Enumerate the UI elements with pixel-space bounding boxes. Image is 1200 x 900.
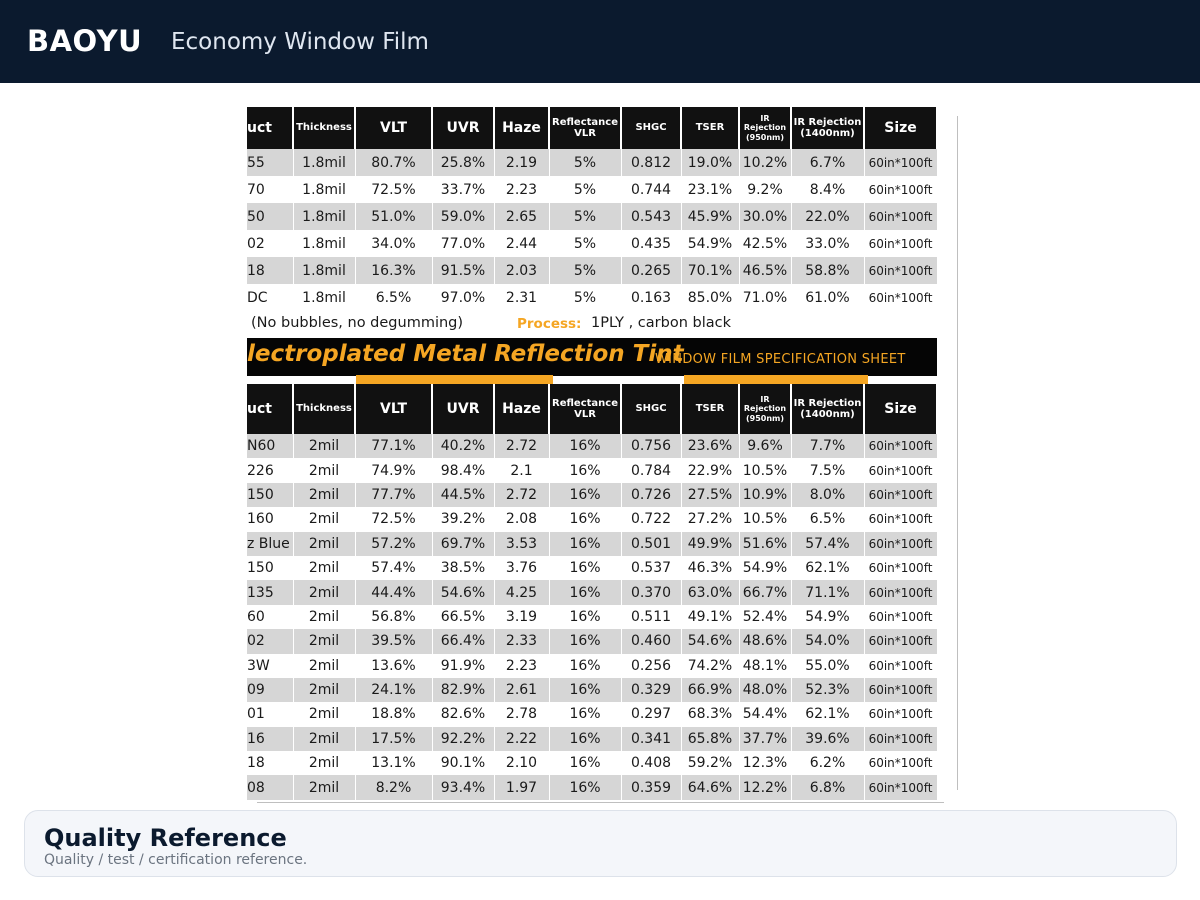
table-cell: 6.5% — [355, 284, 432, 311]
col-header-tser: TSER — [681, 384, 739, 434]
table-cell: 4.25 — [494, 580, 549, 604]
product-cell: 02 — [247, 629, 293, 653]
table-cell: 54.6% — [681, 629, 739, 653]
table-cell: 48.0% — [739, 678, 791, 702]
table-cell: 52.3% — [791, 678, 864, 702]
table-cell: 2.78 — [494, 702, 549, 726]
table-cell: 1.8mil — [293, 176, 355, 203]
table-cell: 17.5% — [355, 727, 432, 751]
size-cell: 60in*100ft — [864, 580, 937, 604]
table-cell: 2mil — [293, 629, 355, 653]
table-cell: 2mil — [293, 678, 355, 702]
table-cell: 16% — [549, 629, 621, 653]
table-cell: 23.1% — [681, 176, 739, 203]
table-cell: 8.0% — [791, 483, 864, 507]
table-cell: 46.5% — [739, 257, 791, 284]
table-cell: 16% — [549, 458, 621, 482]
table-cell: 68.3% — [681, 702, 739, 726]
table-cell: 2.03 — [494, 257, 549, 284]
product-cell: 150 — [247, 556, 293, 580]
table-cell: 16% — [549, 751, 621, 775]
table-cell: 39.5% — [355, 629, 432, 653]
table-cell: 6.8% — [791, 775, 864, 799]
table-cell: 2.22 — [494, 727, 549, 751]
table-cell: 0.543 — [621, 203, 681, 230]
table-cell: 2mil — [293, 605, 355, 629]
table-cell: 16% — [549, 580, 621, 604]
product-cell: 01 — [247, 702, 293, 726]
table-cell: 0.744 — [621, 176, 681, 203]
table-cell: 27.2% — [681, 507, 739, 531]
table-cell: 1.8mil — [293, 149, 355, 176]
col-header-ir-1400: IR Rejection (1400nm) — [791, 107, 864, 149]
table-cell: 2mil — [293, 580, 355, 604]
product-cell: 70 — [247, 176, 293, 203]
page-title: Economy Window Film — [171, 29, 429, 55]
table-cell: 0.341 — [621, 727, 681, 751]
table-cell: 3.76 — [494, 556, 549, 580]
table-cell: 59.0% — [432, 203, 494, 230]
col-header-ir-1400: IR Rejection (1400nm) — [791, 384, 864, 434]
product-cell: 18 — [247, 751, 293, 775]
table-row — [247, 605, 937, 629]
table-cell: 0.511 — [621, 605, 681, 629]
size-cell: 60in*100ft — [864, 507, 937, 531]
table-cell: 93.4% — [432, 775, 494, 799]
table-row — [247, 629, 937, 653]
orange-accent-bar-right — [684, 375, 868, 384]
col-header-vlt: VLT — [355, 107, 432, 149]
col-header-uvr: UVR — [432, 107, 494, 149]
table-cell: 1.97 — [494, 775, 549, 799]
product-cell: z Blue — [247, 532, 293, 556]
product-cell: 09 — [247, 678, 293, 702]
table-cell: 61.0% — [791, 284, 864, 311]
section-banner — [247, 338, 937, 376]
table-cell: 5% — [549, 149, 621, 176]
table-cell: 8.4% — [791, 176, 864, 203]
orange-accent-bar-left — [356, 375, 553, 384]
table-cell: 82.6% — [432, 702, 494, 726]
table-cell: 25.8% — [432, 149, 494, 176]
table-row — [247, 654, 937, 678]
size-cell: 60in*100ft — [864, 775, 937, 799]
table-cell: 72.5% — [355, 176, 432, 203]
product-cell: 3W — [247, 654, 293, 678]
table-cell: 5% — [549, 284, 621, 311]
table-cell: 10.5% — [739, 507, 791, 531]
col-header-shgc: SHGC — [621, 107, 681, 149]
process-note — [251, 315, 951, 339]
table-cell: 9.6% — [739, 434, 791, 458]
size-cell: 60in*100ft — [864, 678, 937, 702]
table-header-row — [247, 384, 937, 434]
table-cell: 1.8mil — [293, 203, 355, 230]
table-row — [247, 775, 937, 799]
table-row — [247, 203, 937, 230]
table-cell: 64.6% — [681, 775, 739, 799]
size-cell: 60in*100ft — [864, 149, 937, 176]
col-header-ir-950: IR Rejection (950nm) — [739, 384, 791, 434]
top-header-bar — [0, 0, 1200, 83]
table-cell: 49.9% — [681, 532, 739, 556]
table-cell: 1.8mil — [293, 230, 355, 257]
table-row — [247, 580, 937, 604]
table-cell: 98.4% — [432, 458, 494, 482]
table-cell: 2mil — [293, 458, 355, 482]
table-cell: 66.5% — [432, 605, 494, 629]
table-cell: 24.1% — [355, 678, 432, 702]
table-cell: 10.5% — [739, 458, 791, 482]
table-cell: 9.2% — [739, 176, 791, 203]
size-cell: 60in*100ft — [864, 751, 937, 775]
col-header-product: uct — [247, 384, 293, 434]
table-row — [247, 176, 937, 203]
table-cell: 92.2% — [432, 727, 494, 751]
table-cell: 2.1 — [494, 458, 549, 482]
table-cell: 82.9% — [432, 678, 494, 702]
table-cell: 5% — [549, 176, 621, 203]
size-cell: 60in*100ft — [864, 176, 937, 203]
table-cell: 58.8% — [791, 257, 864, 284]
table-cell: 49.1% — [681, 605, 739, 629]
table-cell: 2mil — [293, 556, 355, 580]
note-text: (No bubbles, no degumming) — [251, 315, 464, 331]
process-label: Process: — [517, 316, 582, 332]
table-cell: 56.8% — [355, 605, 432, 629]
table-cell: 45.9% — [681, 203, 739, 230]
table-cell: 5% — [549, 203, 621, 230]
table-cell: 48.6% — [739, 629, 791, 653]
table-cell: 10.9% — [739, 483, 791, 507]
table-cell: 16% — [549, 654, 621, 678]
col-header-reflectance: Reflectance VLR — [549, 384, 621, 434]
table-cell: 0.256 — [621, 654, 681, 678]
table-cell: 33.0% — [791, 230, 864, 257]
table-cell: 16% — [549, 678, 621, 702]
table-cell: 77.0% — [432, 230, 494, 257]
table-cell: 0.265 — [621, 257, 681, 284]
table-cell: 77.1% — [355, 434, 432, 458]
table-cell: 0.435 — [621, 230, 681, 257]
table-cell: 16% — [549, 507, 621, 531]
product-cell: 150 — [247, 483, 293, 507]
col-header-thickness: Thickness — [293, 107, 355, 149]
col-header-uvr: UVR — [432, 384, 494, 434]
spec-table-bottom — [247, 384, 938, 800]
table-cell: 2mil — [293, 702, 355, 726]
size-cell: 60in*100ft — [864, 629, 937, 653]
product-cell: 60 — [247, 605, 293, 629]
table-cell: 80.7% — [355, 149, 432, 176]
table-cell: 2mil — [293, 507, 355, 531]
table-cell: 66.7% — [739, 580, 791, 604]
table-cell: 0.756 — [621, 434, 681, 458]
table-cell: 1.8mil — [293, 284, 355, 311]
table-cell: 2mil — [293, 727, 355, 751]
product-cell: 160 — [247, 507, 293, 531]
table-cell: 0.359 — [621, 775, 681, 799]
table-cell: 54.9% — [791, 605, 864, 629]
table-cell: 12.2% — [739, 775, 791, 799]
card-title: Quality Reference — [44, 824, 287, 852]
size-cell: 60in*100ft — [864, 654, 937, 678]
table-cell: 16% — [549, 775, 621, 799]
card-subtitle: Quality / test / certification reference. — [44, 852, 308, 868]
table-cell: 0.722 — [621, 507, 681, 531]
table-cell: 44.5% — [432, 483, 494, 507]
table-cell: 33.7% — [432, 176, 494, 203]
table-row — [247, 434, 937, 458]
table-row — [247, 507, 937, 531]
table-cell: 3.19 — [494, 605, 549, 629]
table-cell: 59.2% — [681, 751, 739, 775]
table-cell: 71.0% — [739, 284, 791, 311]
col-header-vlt: VLT — [355, 384, 432, 434]
table-cell: 2.31 — [494, 284, 549, 311]
table-cell: 7.7% — [791, 434, 864, 458]
table-cell: 16% — [549, 702, 621, 726]
table-cell: 52.4% — [739, 605, 791, 629]
table-cell: 57.4% — [355, 556, 432, 580]
table-cell: 23.6% — [681, 434, 739, 458]
table-cell: 2.10 — [494, 751, 549, 775]
table-cell: 54.9% — [681, 230, 739, 257]
table-cell: 34.0% — [355, 230, 432, 257]
table-cell: 0.460 — [621, 629, 681, 653]
table-cell: 5% — [549, 230, 621, 257]
col-header-tser: TSER — [681, 107, 739, 149]
table-cell: 54.0% — [791, 629, 864, 653]
table-cell: 57.2% — [355, 532, 432, 556]
table-cell: 2.19 — [494, 149, 549, 176]
sheet-border-right — [957, 116, 958, 790]
process-value: 1PLY , carbon black — [591, 315, 731, 331]
table-cell: 74.9% — [355, 458, 432, 482]
col-header-product: uct — [247, 107, 293, 149]
table-cell: 16% — [549, 532, 621, 556]
banner-subtitle: WINDOW FILM SPECIFICATION SHEET — [655, 352, 906, 367]
spec-table-top — [247, 107, 938, 311]
col-header-size: Size — [864, 384, 937, 434]
table-cell: 90.1% — [432, 751, 494, 775]
table-cell: 18.8% — [355, 702, 432, 726]
table-cell: 6.5% — [791, 507, 864, 531]
table-cell: 46.3% — [681, 556, 739, 580]
table-cell: 66.4% — [432, 629, 494, 653]
banner-title: lectroplated Metal Reflection Tint — [247, 341, 684, 367]
table-cell: 62.1% — [791, 556, 864, 580]
table-cell: 1.8mil — [293, 257, 355, 284]
table-row — [247, 702, 937, 726]
table-cell: 0.726 — [621, 483, 681, 507]
table-cell: 40.2% — [432, 434, 494, 458]
table-cell: 0.812 — [621, 149, 681, 176]
table-cell: 2mil — [293, 751, 355, 775]
size-cell: 60in*100ft — [864, 532, 937, 556]
table-cell: 2.44 — [494, 230, 549, 257]
table-cell: 0.370 — [621, 580, 681, 604]
table-cell: 91.5% — [432, 257, 494, 284]
table-cell: 2mil — [293, 775, 355, 799]
table-cell: 66.9% — [681, 678, 739, 702]
table-cell: 0.329 — [621, 678, 681, 702]
table-cell: 27.5% — [681, 483, 739, 507]
table-cell: 16% — [549, 556, 621, 580]
table-cell: 37.7% — [739, 727, 791, 751]
table-cell: 19.0% — [681, 149, 739, 176]
table-cell: 2.08 — [494, 507, 549, 531]
col-header-reflectance: Reflectance VLR — [549, 107, 621, 149]
table-cell: 2.33 — [494, 629, 549, 653]
table-cell: 13.6% — [355, 654, 432, 678]
table-row — [247, 149, 937, 176]
size-cell: 60in*100ft — [864, 203, 937, 230]
product-cell: 226 — [247, 458, 293, 482]
table-cell: 30.0% — [739, 203, 791, 230]
product-cell: 08 — [247, 775, 293, 799]
table-row — [247, 284, 937, 311]
table-cell: 16% — [549, 727, 621, 751]
table-cell: 0.537 — [621, 556, 681, 580]
size-cell: 60in*100ft — [864, 230, 937, 257]
table-cell: 2.61 — [494, 678, 549, 702]
table-cell: 69.7% — [432, 532, 494, 556]
table-cell: 6.7% — [791, 149, 864, 176]
table-row — [247, 458, 937, 482]
sheet-border-bottom — [257, 802, 944, 803]
table-cell: 13.1% — [355, 751, 432, 775]
table-cell: 2mil — [293, 434, 355, 458]
size-cell: 60in*100ft — [864, 257, 937, 284]
table-cell: 48.1% — [739, 654, 791, 678]
table-cell: 0.784 — [621, 458, 681, 482]
table-row — [247, 532, 937, 556]
table-cell: 16% — [549, 434, 621, 458]
table-row — [247, 483, 937, 507]
table-cell: 44.4% — [355, 580, 432, 604]
size-cell: 60in*100ft — [864, 727, 937, 751]
table-cell: 12.3% — [739, 751, 791, 775]
table-cell: 54.4% — [739, 702, 791, 726]
table-cell: 91.9% — [432, 654, 494, 678]
table-cell: 97.0% — [432, 284, 494, 311]
table-row — [247, 727, 937, 751]
size-cell: 60in*100ft — [864, 556, 937, 580]
table-row — [247, 230, 937, 257]
table-cell: 10.2% — [739, 149, 791, 176]
table-cell: 57.4% — [791, 532, 864, 556]
table-row — [247, 751, 937, 775]
table-cell: 8.2% — [355, 775, 432, 799]
table-cell: 2.72 — [494, 483, 549, 507]
table-cell: 39.2% — [432, 507, 494, 531]
col-header-shgc: SHGC — [621, 384, 681, 434]
table-cell: 3.53 — [494, 532, 549, 556]
brand-logo-text[interactable]: BAOYU — [27, 24, 143, 58]
table-cell: 85.0% — [681, 284, 739, 311]
col-header-haze: Haze — [494, 384, 549, 434]
product-cell: DC — [247, 284, 293, 311]
table-cell: 62.1% — [791, 702, 864, 726]
product-cell: N60 — [247, 434, 293, 458]
table-cell: 2.23 — [494, 176, 549, 203]
table-cell: 51.0% — [355, 203, 432, 230]
table-cell: 0.501 — [621, 532, 681, 556]
size-cell: 60in*100ft — [864, 458, 937, 482]
table-cell: 54.6% — [432, 580, 494, 604]
product-cell: 16 — [247, 727, 293, 751]
table-cell: 2mil — [293, 483, 355, 507]
table-cell: 51.6% — [739, 532, 791, 556]
table-cell: 72.5% — [355, 507, 432, 531]
table-cell: 74.2% — [681, 654, 739, 678]
table-cell: 38.5% — [432, 556, 494, 580]
size-cell: 60in*100ft — [864, 605, 937, 629]
col-header-size: Size — [864, 107, 937, 149]
table-cell: 22.9% — [681, 458, 739, 482]
col-header-ir-950: IR Rejection (950nm) — [739, 107, 791, 149]
table-cell: 2mil — [293, 654, 355, 678]
table-cell: 77.7% — [355, 483, 432, 507]
product-cell: 50 — [247, 203, 293, 230]
table-cell: 63.0% — [681, 580, 739, 604]
product-cell: 18 — [247, 257, 293, 284]
product-cell: 135 — [247, 580, 293, 604]
table-cell: 2mil — [293, 532, 355, 556]
table-cell: 0.297 — [621, 702, 681, 726]
table-cell: 0.163 — [621, 284, 681, 311]
size-cell: 60in*100ft — [864, 483, 937, 507]
table-cell: 0.408 — [621, 751, 681, 775]
size-cell: 60in*100ft — [864, 434, 937, 458]
table-row — [247, 257, 937, 284]
spec-sheet-image — [247, 106, 959, 803]
table-cell: 65.8% — [681, 727, 739, 751]
table-cell: 71.1% — [791, 580, 864, 604]
table-cell: 54.9% — [739, 556, 791, 580]
table-cell: 42.5% — [739, 230, 791, 257]
table-cell: 16% — [549, 605, 621, 629]
product-cell: 02 — [247, 230, 293, 257]
table-cell: 16.3% — [355, 257, 432, 284]
table-row — [247, 556, 937, 580]
table-cell: 2.23 — [494, 654, 549, 678]
table-cell: 55.0% — [791, 654, 864, 678]
table-cell: 16% — [549, 483, 621, 507]
col-header-thickness: Thickness — [293, 384, 355, 434]
table-cell: 7.5% — [791, 458, 864, 482]
quality-reference-card[interactable] — [24, 810, 1177, 877]
table-cell: 39.6% — [791, 727, 864, 751]
table-header-row — [247, 107, 937, 149]
product-cell: 55 — [247, 149, 293, 176]
table-cell: 22.0% — [791, 203, 864, 230]
table-cell: 70.1% — [681, 257, 739, 284]
table-cell: 5% — [549, 257, 621, 284]
table-row — [247, 678, 937, 702]
table-cell: 6.2% — [791, 751, 864, 775]
table-cell: 2.65 — [494, 203, 549, 230]
table-cell: 2.72 — [494, 434, 549, 458]
size-cell: 60in*100ft — [864, 702, 937, 726]
size-cell: 60in*100ft — [864, 284, 937, 311]
col-header-haze: Haze — [494, 107, 549, 149]
